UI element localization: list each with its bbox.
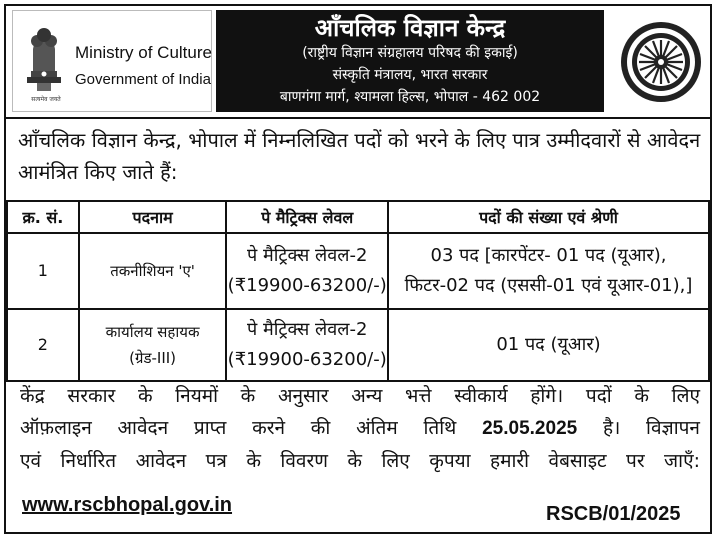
header-post: पदनाम [79,201,227,233]
instructions-line1: केंद्र सरकार के नियमों के अनुसार अन्य भत्ते स्वीकार्य होंगे। पदों के लिए [20,385,700,407]
pay-range: (₹19900-63200/-) [227,349,387,370]
count-line1: 03 पद [कारपेंटर- 01 पद (यूआर), [430,245,667,266]
row-post [79,233,227,309]
row-pay [226,309,388,381]
header-count: पदों की संख्या एवं श्रेणी [388,201,709,233]
row-pay [226,233,388,309]
organization-subtitle: (राष्ट्रीय विज्ञान संग्रहालय परिषद की इकाई) [302,45,518,61]
post-name: तकनीशियन 'ए' [110,262,195,280]
vacancy-table [6,200,710,382]
row-count [388,233,709,309]
website-link[interactable]: www.rscbhopal.gov.in [22,494,233,516]
deadline-suffix: है। विज्ञापन [602,417,700,439]
ministry-name: Ministry of Culture [75,43,212,62]
national-emblem-icon [21,19,67,97]
government-name: Government of India [75,71,211,88]
count-line2: फिटर-02 पद (एससी-01 एवं यूआर-01),] [404,275,693,296]
emblem-motto: सत्यमेव जयते [31,96,61,103]
post-name: कार्यालय सहायक [105,323,200,341]
organization-banner [216,10,604,112]
table-row [7,233,709,309]
advertisement-frame [4,4,712,534]
header [6,6,710,117]
header-divider [6,117,710,119]
header-pay: पे मैट्रिक्स लेवल [226,201,388,233]
instructions-line2 [20,412,700,445]
deadline-prefix: ऑफ़लाइन आवेदन प्राप्त करने की अंतिम तिथि [20,417,457,439]
ncsm-logo-icon [618,14,704,110]
instructions-line3: एवं निर्धारित आवेदन पत्र के विवरण के लिए कृपया हमारी वेबसाइट पर जाएँ: [20,450,700,472]
pay-range: (₹19900-63200/-) [227,275,387,296]
organization-address: बाणगंगा मार्ग, श्यामला हिल्स, भोपाल - 462 002 [279,89,541,105]
row-post [79,309,227,381]
ministry-logo-box [12,10,212,112]
organization-title: आँचलिक विज्ञान केन्द्र [314,14,506,42]
row-serial: 2 [7,309,79,381]
post-grade: (ग्रेड-III) [129,349,177,367]
header-serial: क्र. सं. [7,201,79,233]
reference-number: RSCB/01/2025 [546,503,681,525]
count-line1: 01 पद (यूआर) [496,334,601,355]
table-header-row [7,201,709,233]
pay-level: पे मैट्रिक्स लेवल-2 [247,245,368,266]
row-count [388,309,709,381]
pay-level: पे मैट्रिक्स लेवल-2 [247,319,368,340]
table-row [7,309,709,381]
intro-paragraph: आँचलिक विज्ञान केन्द्र, भोपाल में निम्नलिखित पदों को भरने के लिए पात्र उम्मीदवारों से आवेदन आमंत्रित किए जाते हैं: [18,128,701,184]
row-serial: 1 [7,233,79,309]
instructions-paragraph [20,380,700,477]
deadline-date: 25.05.2025 [482,418,578,439]
ministry-hindi: संस्कृति मंत्रालय, भारत सरकार [332,67,488,83]
